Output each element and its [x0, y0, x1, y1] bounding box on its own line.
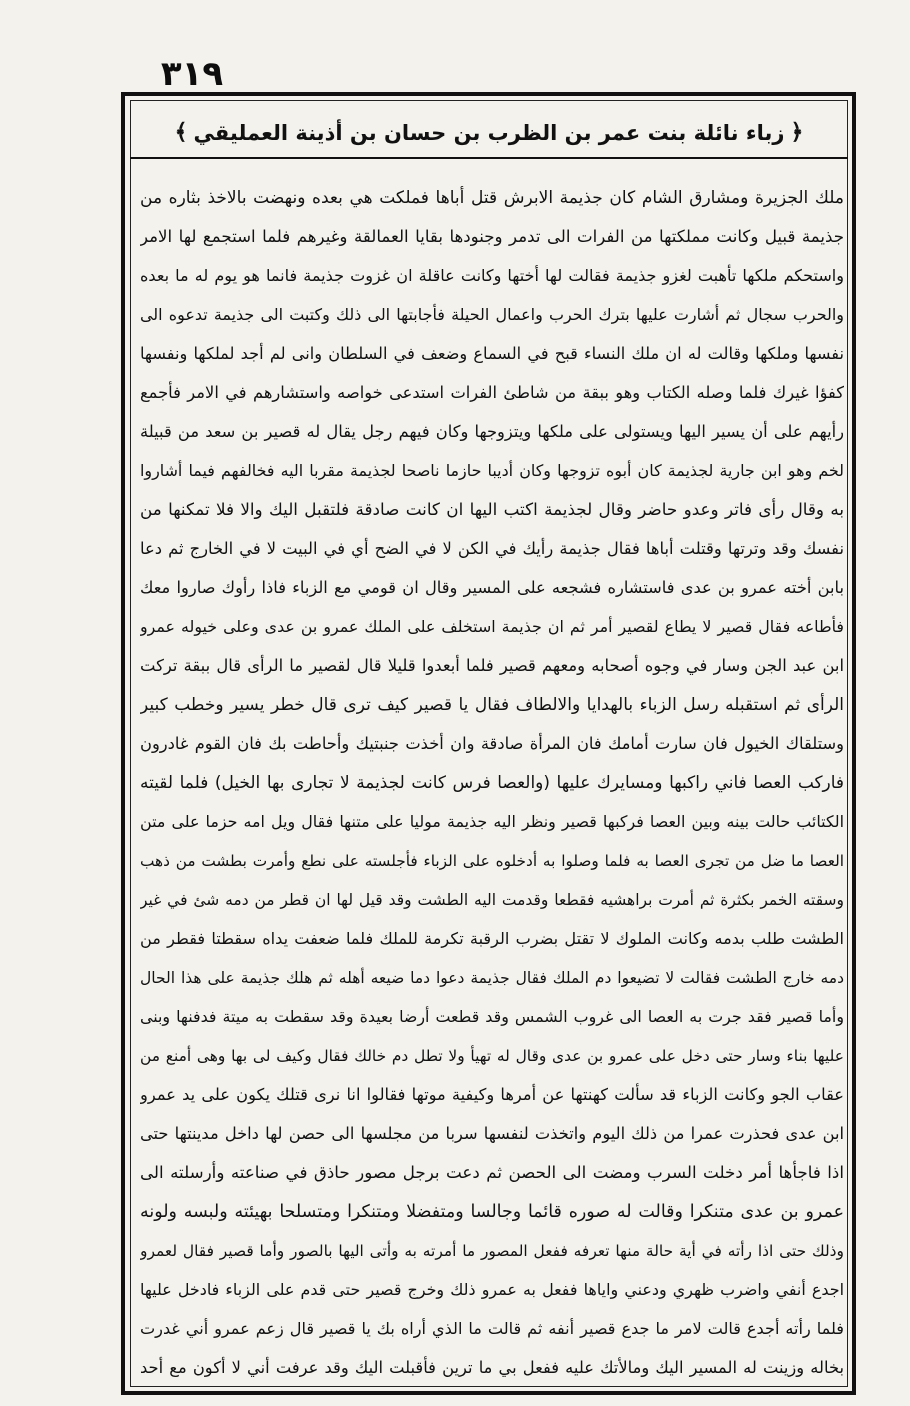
body-line: بخاله وزينت له المسير اليك ومالأتك عليه ففعل بي ما ترين فأقبلت اليك وقد عرفت أني لا أكون مع أحد: [140, 1358, 844, 1377]
body-line: لخم وهو ابن جارية لجذيمة كان أبوه تزوجها وكان أديبا حازما ناصحا لجذيمة مقربا اليه فخالفهم فيما أشاروا: [140, 461, 844, 480]
body-line: وسقته الخمر بكثرة ثم أمرت براهشيه فقطعا وقدمت اليه الطشت وقد قيل لها ان قطر من دمه شئ في غير: [140, 891, 844, 909]
body-line: اذا فاجأها أمر دخلت السرب ومضت الى الحصن ثم دعت برجل مصور حاذق في صناعته وأرسلته الى: [140, 1162, 844, 1182]
body-line: فلما رأته أجدع قالت لامر ما جدع قصير أنفه ثم قالت ما الذي أراه بك يا قصير قال زعم عمرو أني غدرت: [140, 1319, 844, 1338]
page-number: ٣١٩: [160, 54, 224, 94]
body-line: عليها بناء وسار حتى دخل على عمرو بن عدى وقال له تهيأ ولا تطل دم خالك فقال وكيف لى بها وهى أمنع من: [140, 1047, 844, 1065]
body-line: عقاب الجو وكانت الزباء قد سألت كهنتها عن أمرها وكيفية موتها فقالوا انا نرى قتلك يكون على يد عمرو: [140, 1085, 844, 1104]
section-title: زباء نائلة بنت عمر بن الظرب بن حسان بن أذينة العمليقي: [193, 121, 785, 145]
body-line: فاركب العصا فاني راكبها ومسايرك عليها (والعصا فرس كانت لجذيمة لا تجارى بها الخيل) فلما لقيته: [140, 772, 844, 792]
body-line: الرأى ثم استقبله رسل الزباء بالهدايا والالطاف فقال يا قصير كيف ترى قال خطر يسير وخطب كبير: [140, 695, 844, 715]
header-ornament-right: ﴿: [790, 120, 804, 145]
body-line: جذيمة قبيل وكانت مملكتها من الفرات الى تدمر وجنودها بقايا العمالقة وغيرهم فلما استجمع لها الامر: [140, 227, 844, 246]
body-line: دمه خارج الطشت فقالت لا تضيعوا دم الملك فقال جذيمة دعوا دما ضيعه أهله ثم هلك جذيمة على هذا الحال: [140, 969, 844, 987]
body-line: نفسك وقد وترتها وقتلت أباها فقال جذيمة رأيك في الكن لا في الضح أي في البيت لا في الخارج ثم دعا: [140, 539, 844, 558]
header-ornament-left: ﴾: [174, 120, 188, 145]
header-divider: [130, 157, 848, 159]
body-line: والحرب سجال ثم أشارت عليها بترك الحرب واعمال الحيلة فأجابتها الى ذلك وكتبت الى جذيمة تدعوه الى: [140, 305, 844, 324]
body-line: نفسها وملكها وقالت له ان ملك النساء قبح في السماع وضعف في السلطان وانى لم أجد لملكها ونفسها: [140, 344, 844, 363]
body-line: واستحكم ملكها تأهبت لغزو جذيمة فقالت لها أختها وكانت عاقلة ان غزوت جذيمة فانما هو يوم له ما بعده: [140, 266, 844, 285]
body-line: اجدع أنفي واضرب ظهري ودعني واياها ففعل به عمرو ذلك وخرج قصير حتى قدم على الزباء فادخل عليها: [140, 1280, 844, 1299]
body-line: وستلقاك الخيول فان سارت أمامك فان المرأة صادقة وان أخذت جنبتيك وأحاطت بك فان القوم غادرون: [140, 734, 844, 753]
body-line: رأيهم على أن يسير اليها ويستولى على ملكها ويتزوجها وكان فيهم رجل يقال له قصير بن سعد من قبيلة: [140, 422, 844, 441]
body-line: عمرو بن عدى متنكرا وقالت له صوره قائما وجالسا ومتفضلا ومتنكرا ومتسلحا بهيئته ولبسه ولونه: [140, 1202, 844, 1222]
body-line: ملك الجزيرة ومشارق الشام كان جذيمة الابرش قتل أباها فملكت هي بعده ونهضت بالاخذ بثاره من: [140, 188, 844, 208]
body-line: الكتائب حالت بينه وبين العصا فركبها قصير ونظر اليه جذيمة موليا على متنها فقال ويل امه حزما على متن: [140, 812, 844, 831]
body-line: بابن أخته عمرو بن عدى فاستشاره فشجعه على المسير وقال ان قومي مع الزباء فاذا رأوك صاروا معك: [140, 578, 844, 597]
body-line: ابن عبد الجن وسار في وجوه أصحابه ومعهم قصير فلما أبعدوا قليلا قال لقصير ما الرأى قال ببقة تركت: [140, 656, 844, 675]
body-line: الطشت طلب بدمه وكانت الملوك لا تقتل بضرب الرقبة تكرمة للملك فلما ضعفت يداه سقطتا فقطر من: [140, 929, 844, 948]
body-text: [140, 177, 844, 1386]
body-line: وذلك حتى اذا رأته في أية حالة منها تعرفه ففعل المصور ما أمرته به وأتى اليها بالصور وأما قصير فقال لعمرو: [140, 1242, 844, 1260]
section-header: [131, 110, 847, 156]
body-line: وأما قصير فقد جرت به العصا الى غروب الشمس وقد قطعت أرضا بعيدة وقد سقطت به ميتة فدفنها وبنى: [140, 1007, 844, 1026]
body-line: ابن عدى فحذرت عمرا من ذلك اليوم واتخذت لنفسها سربا من مجلسها الى حصن لها داخل مدينتها حتى: [140, 1124, 844, 1143]
body-line: العصا ما ضل من تجرى العصا به فلما وصلوا به أدخلوه على الزباء فأجلسته على نطع وأمرت بطشت من ذهب: [140, 852, 844, 870]
body-line: فأطاعه فقال قصير لا يطاع لقصير أمر ثم ان جذيمة استخلف على الملك عمرو بن عدى وعلى خيوله عمرو: [140, 617, 844, 636]
body-line: كفؤا غيرك فلما وصله الكتاب وهو ببقة من شاطئ الفرات استدعى خواصه واستشارهم في الامر فأجمع: [140, 383, 844, 402]
body-line: به وقال رأى فاتر وعدو حاضر وقال لجذيمة اكتب اليها ان كانت صادقة فلتقبل اليك والا فلا تمكنها من: [140, 499, 844, 519]
